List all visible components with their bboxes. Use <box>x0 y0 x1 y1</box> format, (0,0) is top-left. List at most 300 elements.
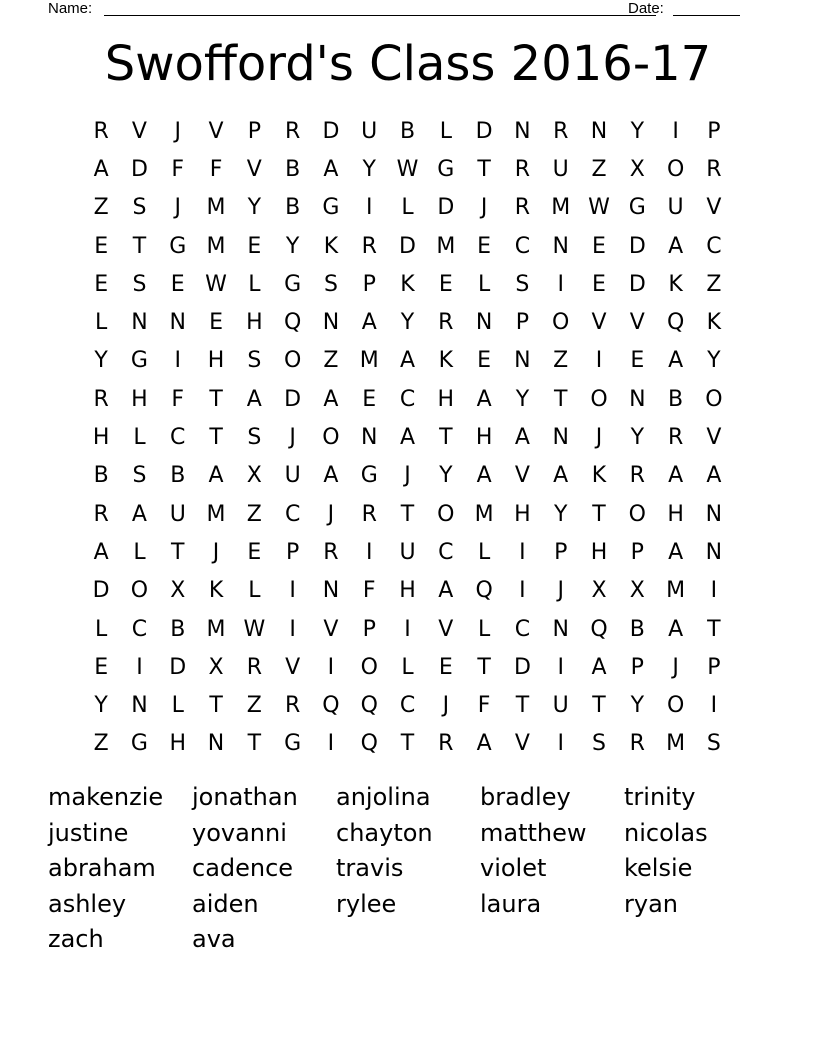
grid-letter: P <box>707 654 721 680</box>
grid-letter: U <box>399 539 416 565</box>
grid-letter: N <box>552 425 569 451</box>
grid-letter: T <box>553 386 568 412</box>
grid-letter: Q <box>590 616 608 642</box>
grid-letter: D <box>92 578 110 604</box>
grid-letter: X <box>629 156 645 182</box>
grid-letter: S <box>132 463 147 489</box>
grid-letter: X <box>170 578 186 604</box>
grid-letter: C <box>706 233 722 259</box>
grid-letter: A <box>93 156 109 182</box>
grid-letter: B <box>285 195 301 221</box>
name-label: Name: <box>48 0 93 17</box>
grid-letter: I <box>174 348 181 374</box>
word-bank-item: ava <box>192 925 236 953</box>
grid-letter: L <box>95 310 108 336</box>
grid-letter: A <box>399 348 416 374</box>
grid-letter: E <box>247 539 262 565</box>
grid-letter: R <box>629 463 645 489</box>
grid-letter: E <box>362 386 377 412</box>
grid-letter: M <box>206 616 226 642</box>
grid-letter: T <box>247 731 262 757</box>
grid-letter: Z <box>553 348 569 374</box>
grid-letter: W <box>588 195 610 221</box>
word-bank-item: anjolina <box>336 783 431 811</box>
grid-letter: B <box>668 386 684 412</box>
grid-letter: F <box>362 578 376 604</box>
grid-letter: V <box>285 654 301 680</box>
grid-letter: Y <box>400 310 415 336</box>
word-bank-item: trinity <box>624 783 696 811</box>
grid-letter: R <box>93 386 109 412</box>
grid-letter: J <box>480 195 488 221</box>
grid-letter: H <box>590 539 608 565</box>
grid-letter: B <box>170 463 186 489</box>
grid-letter: K <box>208 578 224 604</box>
grid-letter: A <box>668 348 684 374</box>
grid-letter: J <box>404 463 411 489</box>
grid-letter: F <box>477 693 491 719</box>
grid-letter: D <box>437 195 455 221</box>
grid-letter: K <box>323 233 339 259</box>
grid-letter: G <box>130 348 148 374</box>
word-bank-item: cadence <box>192 854 294 882</box>
grid-letter: M <box>206 233 226 259</box>
grid-letter: M <box>666 731 686 757</box>
grid-letter: B <box>170 616 186 642</box>
grid-letter: F <box>171 386 185 412</box>
grid-letter: P <box>707 118 721 144</box>
grid-letter: L <box>477 616 491 642</box>
grid-letter: A <box>93 539 109 565</box>
grid-letter: W <box>396 156 419 182</box>
grid-letter: H <box>207 348 225 374</box>
grid-letter: T <box>477 654 491 680</box>
grid-letter: P <box>362 616 376 642</box>
grid-letter: Q <box>360 731 378 757</box>
grid-letter: E <box>477 233 492 259</box>
grid-letter: I <box>672 118 679 144</box>
grid-letter: D <box>628 233 646 259</box>
grid-letter: T <box>400 731 415 757</box>
grid-letter: R <box>361 501 377 527</box>
grid-letter: S <box>323 271 338 297</box>
grid-letter: Z <box>246 693 262 719</box>
grid-letter: E <box>630 348 645 374</box>
grid-letter: E <box>592 271 606 297</box>
grid-letter: R <box>438 310 454 336</box>
grid-letter: K <box>591 463 607 489</box>
grid-letter: A <box>514 425 530 451</box>
grid-letter: C <box>438 539 454 565</box>
grid-letter: I <box>327 654 335 680</box>
grid-letter: O <box>283 348 302 374</box>
word-bank-item: justine <box>48 818 129 847</box>
grid-letter: A <box>323 156 339 182</box>
grid-letter: M <box>206 195 226 221</box>
grid-letter: D <box>399 233 416 259</box>
grid-letter: B <box>93 463 109 489</box>
grid-letter: H <box>437 386 455 412</box>
grid-letter: T <box>592 501 606 527</box>
grid-letter: V <box>246 156 262 182</box>
grid-letter: C <box>284 501 301 527</box>
grid-letter: R <box>514 156 531 182</box>
grid-letter: C <box>170 425 186 451</box>
grid-letter: D <box>169 654 187 680</box>
grid-letter: V <box>323 616 339 642</box>
grid-letter: H <box>514 501 531 527</box>
grid-letter: M <box>551 195 571 221</box>
grid-letter: A <box>476 463 492 489</box>
grid-letter: P <box>554 539 568 565</box>
grid-letter: L <box>477 539 491 565</box>
grid-letter: I <box>595 348 603 374</box>
grid-letter: S <box>132 195 147 221</box>
grid-letter: C <box>514 233 531 259</box>
grid-letter: Y <box>515 386 530 412</box>
grid-letter: Q <box>475 578 493 604</box>
grid-letter: E <box>94 271 109 297</box>
grid-letter: G <box>169 233 187 259</box>
grid-letter: H <box>169 731 187 757</box>
grid-letter: H <box>399 578 416 604</box>
grid-letter: S <box>592 731 606 757</box>
grid-letter: P <box>515 310 530 336</box>
grid-letter: L <box>401 654 414 680</box>
grid-letter: C <box>399 693 416 719</box>
grid-letter: A <box>706 463 722 489</box>
grid-letter: V <box>706 425 722 451</box>
grid-letter: V <box>208 118 224 144</box>
word-bank-item: travis <box>336 854 404 882</box>
grid-letter: G <box>437 156 455 182</box>
grid-letter: N <box>322 578 340 604</box>
date-blank-line <box>673 15 740 16</box>
grid-letter: K <box>438 348 454 374</box>
grid-letter: K <box>668 271 683 297</box>
grid-letter: P <box>630 539 644 565</box>
grid-letter: O <box>552 310 570 336</box>
grid-letter: A <box>476 731 492 757</box>
grid-letter: J <box>212 539 220 565</box>
grid-letter: N <box>475 310 493 336</box>
grid-letter: Y <box>94 693 108 719</box>
grid-letter: I <box>404 616 411 642</box>
grid-letter: Z <box>591 156 607 182</box>
grid-letter: A <box>668 539 684 565</box>
grid-letter: U <box>169 501 186 527</box>
grid-letter: R <box>284 118 301 144</box>
grid-letter: V <box>629 310 645 336</box>
grid-letter: D <box>130 156 148 182</box>
grid-letter: Q <box>322 693 340 719</box>
grid-letter: A <box>668 616 684 642</box>
grid-letter: K <box>400 271 415 297</box>
grid-letter: K <box>706 310 722 336</box>
grid-letter: I <box>557 654 564 680</box>
grid-letter: D <box>628 271 646 297</box>
grid-letter: J <box>174 195 181 221</box>
grid-letter: O <box>666 156 685 182</box>
grid-letter: P <box>362 271 376 297</box>
grid-letter: X <box>629 578 645 604</box>
word-bank-item: kelsie <box>624 854 693 882</box>
grid-letter: V <box>438 616 454 642</box>
page-title: Swofford's Class 2016-17 <box>104 36 712 92</box>
grid-letter: A <box>668 233 684 259</box>
word-bank-item: nicolas <box>624 818 708 847</box>
grid-letter: F <box>209 156 223 182</box>
grid-letter: D <box>513 654 531 680</box>
grid-letter: I <box>519 539 526 565</box>
header-line <box>48 0 748 20</box>
grid-letter: S <box>706 731 721 757</box>
word-bank-item: rylee <box>336 889 397 918</box>
grid-letter: R <box>706 156 722 182</box>
grid-letter: E <box>209 310 223 336</box>
grid-letter: Q <box>360 693 378 719</box>
grid-letter: C <box>131 616 148 642</box>
grid-letter: S <box>247 425 262 451</box>
grid-letter: C <box>399 386 416 412</box>
grid-letter: N <box>322 310 340 336</box>
grid-letter: Z <box>706 271 722 297</box>
grid-letter: A <box>131 501 147 527</box>
word-bank-item: aiden <box>192 889 259 918</box>
grid-letter: Y <box>630 425 645 451</box>
grid-letter: E <box>592 233 606 259</box>
grid-letter: R <box>93 118 109 144</box>
word-bank-item: jonathan <box>192 783 298 811</box>
grid-letter: I <box>710 578 718 604</box>
grid-letter: Y <box>630 118 645 144</box>
grid-letter: A <box>553 463 569 489</box>
grid-letter: N <box>514 118 531 144</box>
grid-letter: A <box>323 386 339 412</box>
grid-letter: A <box>246 386 262 412</box>
grid-letter: Y <box>285 233 300 259</box>
grid-letter: R <box>667 425 684 451</box>
grid-letter: B <box>629 616 645 642</box>
grid-letter: G <box>284 271 302 297</box>
grid-letter: H <box>246 310 263 336</box>
grid-letter: Z <box>93 731 109 757</box>
grid-letter: M <box>666 578 686 604</box>
grid-letter: S <box>247 348 262 374</box>
grid-letter: I <box>327 731 335 757</box>
grid-letter: Y <box>439 463 453 489</box>
word-bank-item: makenzie <box>48 783 164 811</box>
grid-letter: A <box>668 463 684 489</box>
grid-letter: I <box>136 654 143 680</box>
grid-letter: W <box>243 616 266 642</box>
grid-letter: V <box>131 118 147 144</box>
grid-letter: D <box>322 118 340 144</box>
grid-letter: M <box>474 501 494 527</box>
grid-letter: A <box>361 310 377 336</box>
grid-letter: R <box>323 539 339 565</box>
grid-letter: B <box>399 118 416 144</box>
grid-letter: J <box>442 693 450 719</box>
grid-letter: H <box>92 425 110 451</box>
grid-letter: R <box>514 195 531 221</box>
grid-letter: O <box>666 693 685 719</box>
word-bank-item: matthew <box>480 818 587 847</box>
grid-letter: T <box>515 693 530 719</box>
grid-letter: J <box>595 425 603 451</box>
grid-letter: O <box>705 386 723 412</box>
grid-letter: V <box>706 195 722 221</box>
grid-letter: S <box>132 271 147 297</box>
grid-letter: N <box>207 731 225 757</box>
grid-letter: T <box>132 233 147 259</box>
grid-letter: R <box>246 654 262 680</box>
grid-letter: I <box>557 731 564 757</box>
grid-letter: L <box>477 271 491 297</box>
grid-letter: P <box>285 539 300 565</box>
grid-letter: T <box>707 616 721 642</box>
grid-letter: T <box>209 693 223 719</box>
grid-letter: R <box>284 693 301 719</box>
grid-letter: V <box>591 310 607 336</box>
grid-letter: I <box>557 271 564 297</box>
word-bank-item: bradley <box>480 783 571 811</box>
grid-letter: Y <box>94 348 108 374</box>
grid-letter: J <box>174 118 181 144</box>
grid-letter: N <box>590 118 608 144</box>
word-bank <box>48 780 768 958</box>
grid-letter: R <box>629 731 645 757</box>
grid-letter: H <box>475 425 493 451</box>
grid-letter: L <box>171 693 184 719</box>
grid-letter: C <box>514 616 531 642</box>
grid-letter: A <box>208 463 224 489</box>
grid-letter: A <box>476 386 492 412</box>
grid-letter: Y <box>247 195 262 221</box>
grid-letter: W <box>205 271 227 297</box>
grid-letter: M <box>436 233 456 259</box>
grid-letter: U <box>552 693 569 719</box>
grid-letter: M <box>359 348 379 374</box>
grid-letter: T <box>400 501 415 527</box>
grid-letter: B <box>285 156 301 182</box>
word-bank-item: laura <box>480 889 542 918</box>
grid-letter: O <box>322 425 340 451</box>
grid-letter: F <box>171 156 185 182</box>
grid-letter: N <box>629 386 646 412</box>
grid-letter: O <box>628 501 646 527</box>
grid-letter: Q <box>666 310 685 336</box>
grid-letter: E <box>438 271 453 297</box>
grid-letter: N <box>169 310 186 336</box>
grid-letter: L <box>248 578 261 604</box>
grid-letter: I <box>710 693 718 719</box>
word-bank-item: zach <box>48 925 104 953</box>
grid-letter: E <box>477 348 492 374</box>
grid-letter: I <box>365 195 373 221</box>
grid-letter: V <box>514 731 530 757</box>
grid-letter: A <box>323 463 339 489</box>
grid-letter: D <box>284 386 302 412</box>
grid-letter: N <box>552 616 569 642</box>
grid-letter: J <box>289 425 296 451</box>
grid-letter: I <box>289 578 296 604</box>
grid-letter: E <box>170 271 185 297</box>
grid-letter: N <box>131 693 148 719</box>
grid-letter: E <box>94 654 109 680</box>
grid-letter: A <box>591 654 607 680</box>
grid-letter: D <box>475 118 493 144</box>
grid-letter: S <box>515 271 530 297</box>
grid-letter: I <box>365 539 373 565</box>
grid-letter: L <box>95 616 108 642</box>
grid-letter: O <box>130 578 149 604</box>
grid-letter: N <box>360 425 378 451</box>
grid-letter: Y <box>707 348 721 374</box>
name-blank-line <box>104 15 656 16</box>
grid-letter: T <box>477 156 491 182</box>
grid-letter: E <box>247 233 262 259</box>
grid-letter: A <box>438 578 454 604</box>
grid-letter: L <box>133 425 146 451</box>
word-bank-item: ashley <box>48 889 127 918</box>
grid-letter: T <box>171 539 185 565</box>
grid-letter: L <box>439 118 452 144</box>
grid-letter: R <box>553 118 569 144</box>
grid-letter: J <box>557 578 564 604</box>
grid-letter: P <box>630 654 644 680</box>
word-bank-item: chayton <box>336 818 433 847</box>
grid-letter: X <box>246 463 262 489</box>
grid-letter: N <box>131 310 148 336</box>
grid-letter: T <box>209 425 223 451</box>
word-bank-item: abraham <box>48 854 156 882</box>
grid-letter: G <box>284 731 302 757</box>
grid-letter: Z <box>246 501 262 527</box>
grid-letter: Y <box>553 501 568 527</box>
grid-letter: G <box>322 195 340 221</box>
word-bank-item: ryan <box>624 889 678 918</box>
grid-letter: N <box>705 501 723 527</box>
grid-letter: O <box>437 501 455 527</box>
grid-letter: J <box>672 654 679 680</box>
grid-letter: G <box>628 195 646 221</box>
letter-grid <box>82 112 733 763</box>
grid-letter: J <box>327 501 335 527</box>
grid-letter: H <box>131 386 148 412</box>
grid-letter: Y <box>630 693 645 719</box>
grid-letter: V <box>514 463 530 489</box>
grid-letter: H <box>667 501 684 527</box>
grid-letter: E <box>438 654 453 680</box>
grid-letter: Y <box>362 156 376 182</box>
grid-letter: A <box>399 425 416 451</box>
grid-letter: E <box>94 233 109 259</box>
grid-letter: L <box>401 195 414 221</box>
grid-letter: R <box>438 731 454 757</box>
grid-letter: O <box>590 386 608 412</box>
word-bank-item: violet <box>480 854 547 882</box>
grid-letter: O <box>360 654 378 680</box>
grid-letter: T <box>209 386 223 412</box>
grid-letter: Q <box>283 310 302 336</box>
grid-letter: R <box>361 233 377 259</box>
grid-letter: G <box>360 463 378 489</box>
grid-letter: U <box>284 463 301 489</box>
date-label: Date: <box>628 0 664 17</box>
grid-letter: I <box>519 578 526 604</box>
grid-letter: T <box>592 693 606 719</box>
